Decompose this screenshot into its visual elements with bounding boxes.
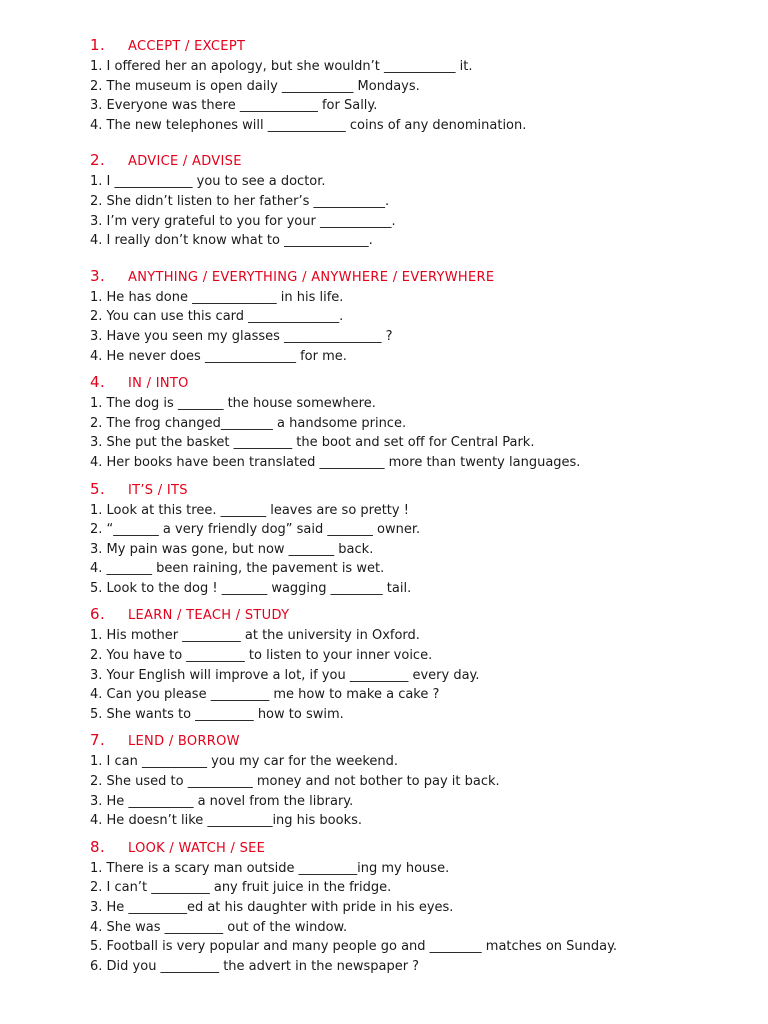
spacer: [90, 724, 730, 731]
section-advice-advise: [90, 151, 730, 250]
spacer: [90, 135, 730, 151]
spacer: [90, 831, 730, 838]
exercise-item: 2. I can’t _________ any fruit juice in the fridge.: [90, 880, 392, 896]
section-header: [90, 373, 730, 394]
exercise-item: 3. Have you seen my glasses _______________ ?: [90, 328, 393, 344]
section-its: [90, 480, 730, 599]
exercise-item: 1. He has done _____________ in his life.: [90, 289, 344, 305]
exercise-item: 4. Can you please _________ me how to make a cake ?: [90, 687, 440, 703]
section-anything-everything: [90, 267, 730, 366]
exercise-item: 3. My pain was gone, but now _______ back.: [90, 541, 374, 557]
section-header: [90, 731, 730, 752]
exercise-item: 1. I ____________ you to see a doctor.: [90, 174, 326, 190]
section-learn-teach-study: [90, 605, 730, 724]
spacer: [90, 598, 730, 605]
section-title: IT’S / ITS: [128, 482, 188, 498]
exercise-item: 3. Everyone was there ____________ for Sally.: [90, 98, 378, 114]
worksheet: [90, 36, 730, 976]
exercise-item: 3. He _________ed at his daughter with pride in his eyes.: [90, 900, 454, 915]
section-number: 5.: [90, 479, 106, 498]
exercise-item: 1. I offered her an apology, but she wouldn’t ___________ it.: [90, 59, 473, 74]
section-title: ADVICE / ADVISE: [128, 154, 242, 170]
section-number: 1.: [90, 36, 106, 54]
exercise-item: 2. You have to _________ to listen to your inner voice.: [90, 648, 433, 664]
exercise-item: 2. The museum is open daily ___________ Mondays.: [90, 78, 420, 94]
exercise-item: 5. Football is very popular and many people go and ________ matches on Sunday.: [90, 939, 618, 955]
exercise-item: 3. She put the basket _________ the boot and set off for Central Park.: [90, 435, 535, 451]
section-number: 3.: [90, 266, 106, 285]
spacer: [90, 473, 730, 480]
section-title: LOOK / WATCH / SEE: [128, 840, 266, 856]
section-title: ANYTHING / EVERYTHING / ANYWHERE / EVERYWHERE: [128, 269, 495, 285]
section-header: [90, 605, 730, 626]
section-header: [90, 838, 730, 859]
section-header: [90, 267, 730, 288]
exercise-item: 3. I’m very grateful to you for your ___________.: [90, 213, 396, 229]
section-number: 8.: [90, 837, 106, 856]
section-lend-borrow: [90, 731, 730, 830]
exercise-item: 5. She wants to _________ how to swim.: [90, 706, 344, 722]
exercise-item: 4. He never does ______________ for me.: [90, 348, 347, 364]
exercise-item: 4. He doesn’t like __________ing his books.: [90, 813, 363, 829]
section-title: ACCEPT / EXCEPT: [128, 39, 246, 54]
exercise-item: 1. There is a scary man outside _________ing my house.: [90, 860, 450, 876]
exercise-item: 1. I can __________ you my car for the weekend.: [90, 754, 399, 770]
section-number: 6.: [90, 605, 106, 624]
exercise-item: 5. Look to the dog ! _______ wagging ________ tail.: [90, 580, 412, 596]
exercise-item: 4. Her books have been translated __________ more than twenty languages.: [90, 454, 581, 470]
section-number: 7.: [90, 731, 106, 750]
exercise-item: 4. _______ been raining, the pavement is wet.: [90, 561, 385, 577]
exercise-item: 2. The frog changed________ a handsome prince.: [90, 415, 407, 431]
exercise-item: 1. Look at this tree. _______ leaves are so pretty !: [90, 502, 409, 518]
exercise-item: 3. He __________ a novel from the library.: [90, 793, 354, 809]
spacer: [90, 251, 730, 267]
exercise-item: 3. Your English will improve a lot, if you _________ every day.: [90, 667, 480, 683]
exercise-item: 6. Did you _________ the advert in the newspaper ?: [90, 958, 420, 974]
section-title: LEND / BORROW: [128, 734, 240, 750]
exercise-item: 2. She used to __________ money and not bother to pay it back.: [90, 774, 500, 790]
section-look-watch-see: [90, 838, 730, 977]
section-header: [90, 36, 730, 57]
section-header: [90, 480, 730, 501]
exercise-item: 4. I really don’t know what to _____________.: [90, 233, 373, 249]
exercise-item: 1. His mother _________ at the university in Oxford.: [90, 628, 420, 644]
spacer: [90, 366, 730, 373]
section-accept-except: [90, 36, 730, 135]
section-title: IN / INTO: [128, 376, 189, 392]
exercise-item: 2. “_______ a very friendly dog” said _______ owner.: [90, 522, 421, 538]
exercise-item: 4. The new telephones will ____________ coins of any denomination.: [90, 117, 527, 133]
section-in-into: [90, 373, 730, 472]
section-header: [90, 151, 730, 172]
exercise-item: 1. The dog is _______ the house somewhere.: [90, 396, 376, 412]
section-number: 4.: [90, 373, 106, 392]
exercise-item: 4. She was _________ out of the window.: [90, 919, 348, 935]
exercise-item: 2. She didn’t listen to her father’s ___________.: [90, 193, 390, 209]
exercise-item: 2. You can use this card ______________.: [90, 309, 344, 325]
section-title: LEARN / TEACH / STUDY: [128, 608, 290, 624]
section-number: 2.: [90, 151, 106, 170]
